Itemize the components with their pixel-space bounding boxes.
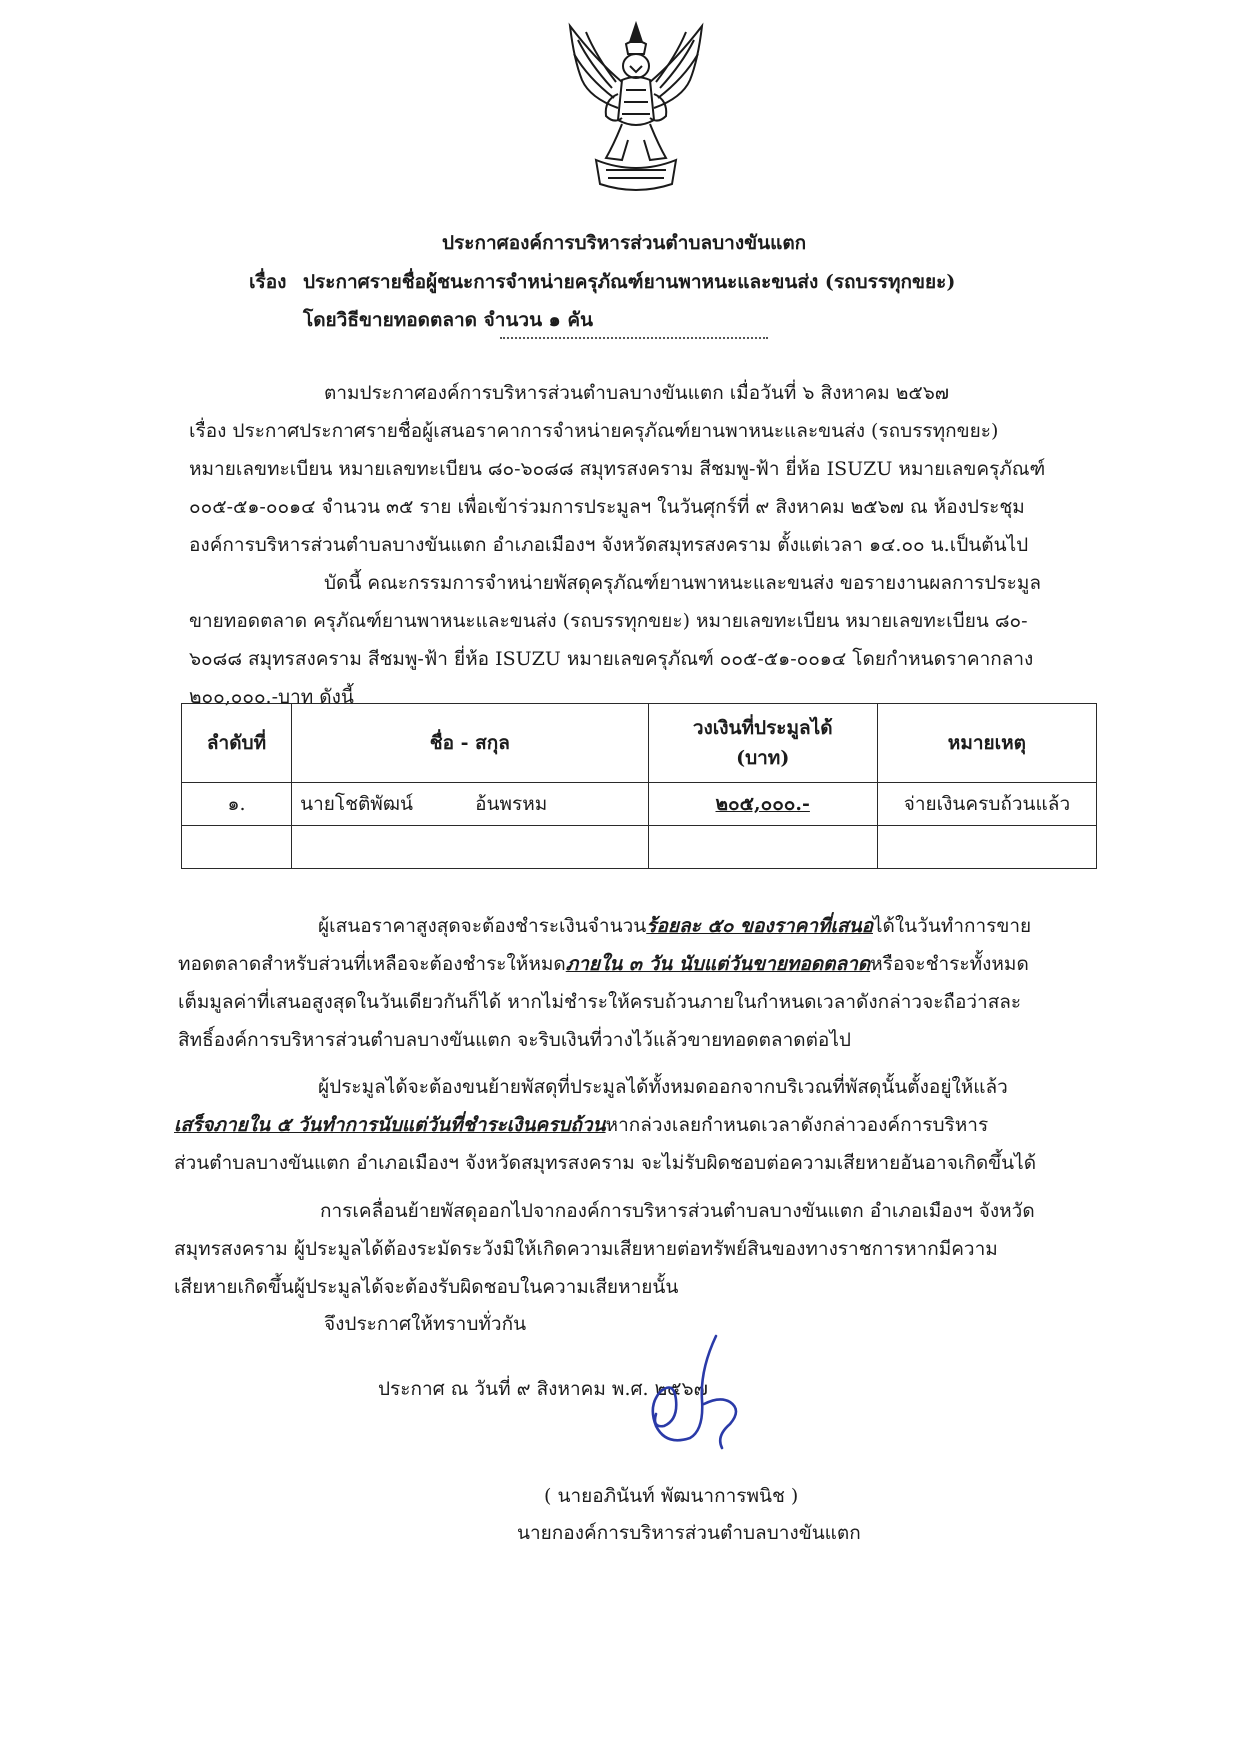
p1-line4: ๐๐๕-๕๑-๐๐๑๔ จำนวน ๓๕ ราย เพื่อเข้าร่วมการประมูลฯ ในวันศุกร์ที่ ๙ สิงหาคม ๒๕๖๗ ณ ห้องประชุม (189, 496, 1025, 518)
signature-icon (630, 1330, 770, 1460)
empty-remark (877, 826, 1096, 869)
p1-line3: หมายเลขทะเบียน หมายเลขทะเบียน ๘๐-๖๐๘๘ สมุทรสงคราม สีชมพู-ฟ้า ยี่ห้อ ISUZU หมายเลขครุภัณฑ์ (189, 458, 1046, 480)
p3-line2 (178, 944, 1029, 984)
row-fullname (292, 783, 649, 826)
closing-line: จึงประกาศให้ทราบทั่วกัน (324, 1313, 527, 1335)
org-title: ประกาศองค์การบริหารส่วนตำบลบางขันแตก (442, 232, 807, 254)
p4-line1: ผู้ประมูลได้จะต้องขนย้ายพัสดุที่ประมูลได้ทั้งหมดออกจากบริเวณที่พัสดุนั้นตั้งอยู่ให้แล้ว (318, 1076, 1008, 1098)
row-no: ๑. (182, 783, 292, 826)
empty-name (292, 826, 649, 869)
p1-line2: เรื่อง ประกาศประกาศรายชื่อผู้เสนอราคาการจำหน่ายครุภัณฑ์ยานพาหนะและขนส่ง (รถบรรทุกขยะ) (189, 420, 999, 442)
p4-line2 (174, 1105, 988, 1145)
header-remark: หมายเหตุ (877, 704, 1096, 783)
garuda-emblem-icon (556, 20, 716, 196)
header-name: ชื่อ - สกุล (292, 704, 649, 783)
row-last-name: อ้นพรหม (475, 793, 548, 815)
p2-line2: ขายทอดตลาด ครุภัณฑ์ยานพาหนะและขนส่ง (รถบรรทุกขยะ) หมายเลขทะเบียน หมายเลขทะเบียน ๘๐- (189, 610, 1028, 632)
table-header-row (182, 704, 1097, 783)
p2-line4: ๒๐๐,๐๐๐.-บาท ดังนี้ (189, 686, 354, 708)
header-divider (500, 337, 768, 339)
p3-line1-emphasis: ร้อยละ ๕๐ ของราคาที่เสนอ (646, 915, 873, 937)
announce-date: ประกาศ ณ วันที่ ๙ สิงหาคม พ.ศ. ๒๕๖๗ (378, 1378, 708, 1400)
subject-label: เรื่อง (249, 271, 287, 293)
p4-line2-emphasis: เสร็จภายใน ๕ วันทำการนับแต่วันที่ชำระเงินครบถ้วน (174, 1114, 606, 1136)
p3-line2-post: หรือจะชำระทั้งหมด (870, 953, 1029, 975)
empty-no (182, 826, 292, 869)
p4-line3: ส่วนตำบลบางขันแตก อำเภอเมืองฯ จังหวัดสมุทรสงคราม จะไม่รับผิดชอบต่อความเสียหายอันอาจเกิดขึ้นได้ (174, 1152, 1037, 1174)
method-line: โดยวิธีขายทอดตลาด จำนวน ๑ คัน (303, 309, 594, 331)
p5-line1: การเคลื่อนย้ายพัสดุออกไปจากองค์การบริหารส่วนตำบลบางขันแตก อำเภอเมืองฯ จังหวัด (320, 1200, 1035, 1222)
p2-line3: ๖๐๘๘ สมุทรสงคราม สีชมพู-ฟ้า ยี่ห้อ ISUZU หมายเลขครุภัณฑ์ ๐๐๕-๕๑-๐๐๑๔ โดยกำหนดราคากลาง (189, 648, 1034, 670)
empty-amount (648, 826, 877, 869)
p3-line2-pre: ทอดตลาดสำหรับส่วนที่เหลือจะต้องชำระให้หมด (178, 953, 566, 975)
signatory-title: นายกองค์การบริหารส่วนตำบลบางขันแตก (517, 1522, 861, 1544)
row-amount: ๒๐๕,๐๐๐.- (648, 783, 877, 826)
header-amount: วงเงินที่ประมูลได้ (บาท) (648, 704, 877, 783)
row-first-name: นายโชติพัฒน์ (300, 793, 413, 815)
table-row (182, 783, 1097, 826)
results-table (181, 703, 1097, 869)
p5-line2: สมุทรสงคราม ผู้ประมูลได้ต้องระมัดระวังมิให้เกิดความเสียหายต่อทรัพย์สินของทางราชการหากมีความ (174, 1238, 998, 1260)
p1-line5: องค์การบริหารส่วนตำบลบางขันแตก อำเภอเมืองฯ จังหวัดสมุทรสงคราม ตั้งแต่เวลา ๑๔.๐๐ น.เป็นต้นไป (189, 534, 1029, 556)
p5-line3: เสียหายเกิดขึ้นผู้ประมูลได้จะต้องรับผิดชอบในความเสียหายนั้น (174, 1276, 679, 1298)
p3-line1-post: ได้ในวันทำการขาย (872, 915, 1032, 937)
subject-text: ประกาศรายชื่อผู้ชนะการจำหน่ายครุภัณฑ์ยานพาหนะและขนส่ง (รถบรรทุกขยะ) (303, 271, 956, 293)
p4-line2-post: หากล่วงเลยกำหนดเวลาดังกล่าวองค์การบริหาร (605, 1114, 989, 1136)
p3-line1 (318, 906, 1031, 946)
p3-line2-emphasis: ภายใน ๓ วัน นับแต่วันขายทอดตลาด (565, 953, 871, 975)
p3-line4: สิทธิ์องค์การบริหารส่วนตำบลบางขันแตก จะริบเงินที่วางไว้แล้วขายทอดตลาดต่อไป (178, 1029, 851, 1051)
p3-line1-pre: ผู้เสนอราคาสูงสุดจะต้องชำระเงินจำนวน (318, 915, 647, 937)
row-remark: จ่ายเงินครบถ้วนแล้ว (877, 783, 1096, 826)
header-no: ลำดับที่ (182, 704, 292, 783)
signatory-name: ( นายอภินันท์ พัฒนาการพนิช ) (544, 1485, 799, 1507)
p1-line1: ตามประกาศองค์การบริหารส่วนตำบลบางขันแตก เมื่อวันที่ ๖ สิงหาคม ๒๕๖๗ (324, 382, 950, 404)
p3-line3: เต็มมูลค่าที่เสนอสูงสุดในวันเดียวกันก็ได้ หากไม่ชำระให้ครบถ้วนภายในกำหนดเวลาดังกล่าวจะถือว่าสละ (178, 991, 1022, 1013)
table-row-empty (182, 826, 1097, 869)
p2-line1: บัดนี้ คณะกรรมการจำหน่ายพัสดุครุภัณฑ์ยานพาหนะและขนส่ง ขอรายงานผลการประมูล (324, 572, 1042, 594)
